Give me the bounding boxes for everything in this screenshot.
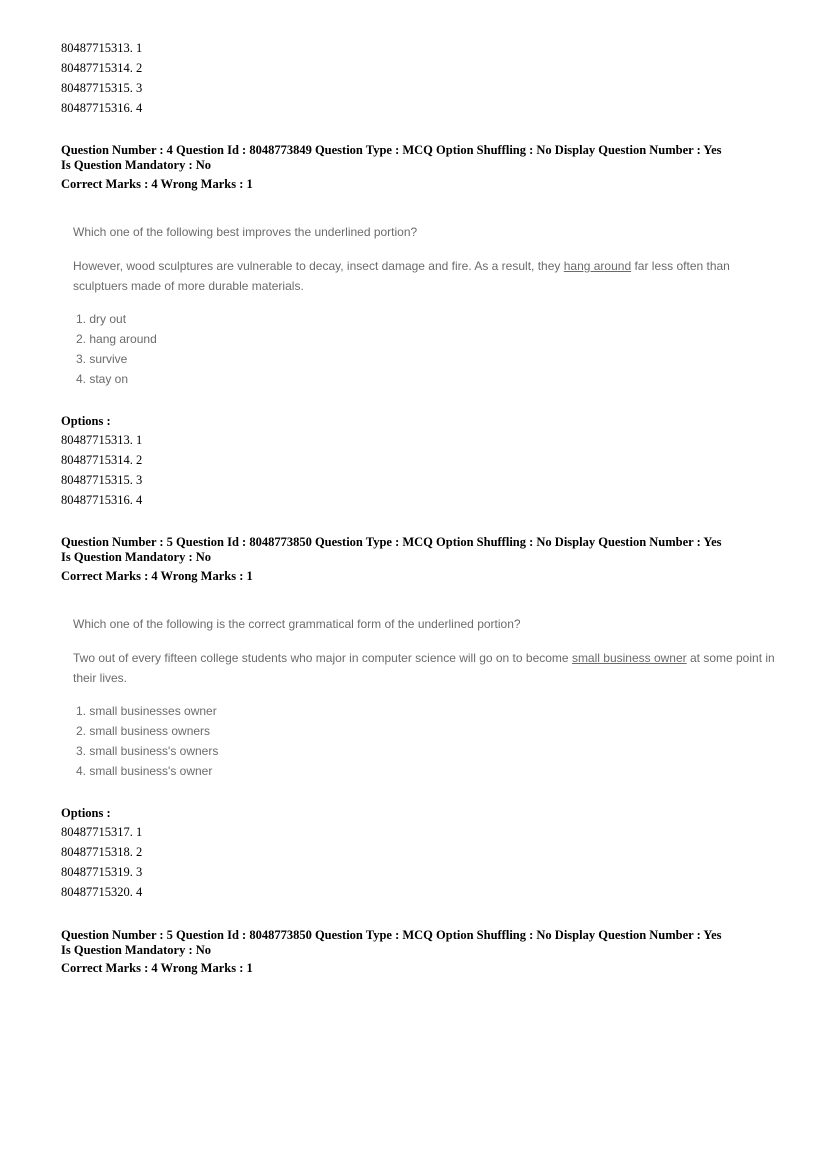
- underlined-portion: hang around: [563, 259, 632, 273]
- options-label: Options :: [61, 414, 111, 428]
- option-line: 80487715313. 1: [61, 433, 143, 447]
- question-mandatory-line: Is Question Mandatory : No: [61, 943, 212, 957]
- question-meta-line: Question Number : 5 Question Id : 8048773850 Question Type : MCQ Option Shuffling : No Display Question Number : Yes: [61, 928, 722, 942]
- option-line: 80487715314. 2: [61, 61, 143, 75]
- question-meta-line: Question Number : 5 Question Id : 8048773850 Question Type : MCQ Option Shuffling : No Display Question Number : Yes: [61, 535, 722, 549]
- option-line: 80487715317. 1: [61, 825, 143, 839]
- question-choice: 2. small business owners: [76, 724, 211, 738]
- option-line: 80487715319. 3: [61, 865, 143, 879]
- question-mandatory-line: Is Question Mandatory : No: [61, 158, 212, 172]
- question-choice: 4. small business's owner: [76, 764, 213, 778]
- question-choice: 2. hang around: [76, 332, 157, 346]
- options-label: Options :: [61, 806, 111, 820]
- option-line: 80487715320. 4: [61, 885, 143, 899]
- question-choice: 4. stay on: [76, 372, 129, 386]
- underlined-portion: small business owner: [571, 651, 687, 665]
- question-mandatory-line: Is Question Mandatory : No: [61, 550, 212, 564]
- option-line: 80487715315. 3: [61, 81, 143, 95]
- question-prompt: Which one of the following best improves the underlined portion?: [73, 225, 418, 239]
- option-line: 80487715316. 4: [61, 101, 143, 115]
- question-choice: 3. small business's owners: [76, 744, 219, 758]
- option-line: 80487715318. 2: [61, 845, 143, 859]
- option-line: 80487715315. 3: [61, 473, 143, 487]
- question-sentence: [73, 648, 778, 688]
- question-choice: 1. dry out: [76, 312, 127, 326]
- question-marks-line: Correct Marks : 4 Wrong Marks : 1: [61, 177, 253, 191]
- sentence-text: far less often than sculptuers made of more durable materials.: [73, 259, 730, 293]
- sentence-text: Two out of every fifteen college students who major in computer science will go on to become: [73, 651, 572, 665]
- option-line: 80487715316. 4: [61, 493, 143, 507]
- sentence-text: However, wood sculptures are vulnerable to decay, insect damage and fire. As a result, they: [73, 259, 564, 273]
- question-marks-line: Correct Marks : 4 Wrong Marks : 1: [61, 569, 253, 583]
- question-prompt: Which one of the following is the correct grammatical form of the underlined portion?: [73, 617, 521, 631]
- option-line: 80487715313. 1: [61, 41, 143, 55]
- question-marks-line: Correct Marks : 4 Wrong Marks : 1: [61, 961, 253, 975]
- question-sentence: [73, 256, 778, 296]
- sentence-text: at some point in their lives.: [73, 651, 775, 685]
- question-meta-line: Question Number : 4 Question Id : 8048773849 Question Type : MCQ Option Shuffling : No Display Question Number : Yes: [61, 143, 722, 157]
- option-line: 80487715314. 2: [61, 453, 143, 467]
- question-choice: 3. survive: [76, 352, 128, 366]
- question-choice: 1. small businesses owner: [76, 704, 217, 718]
